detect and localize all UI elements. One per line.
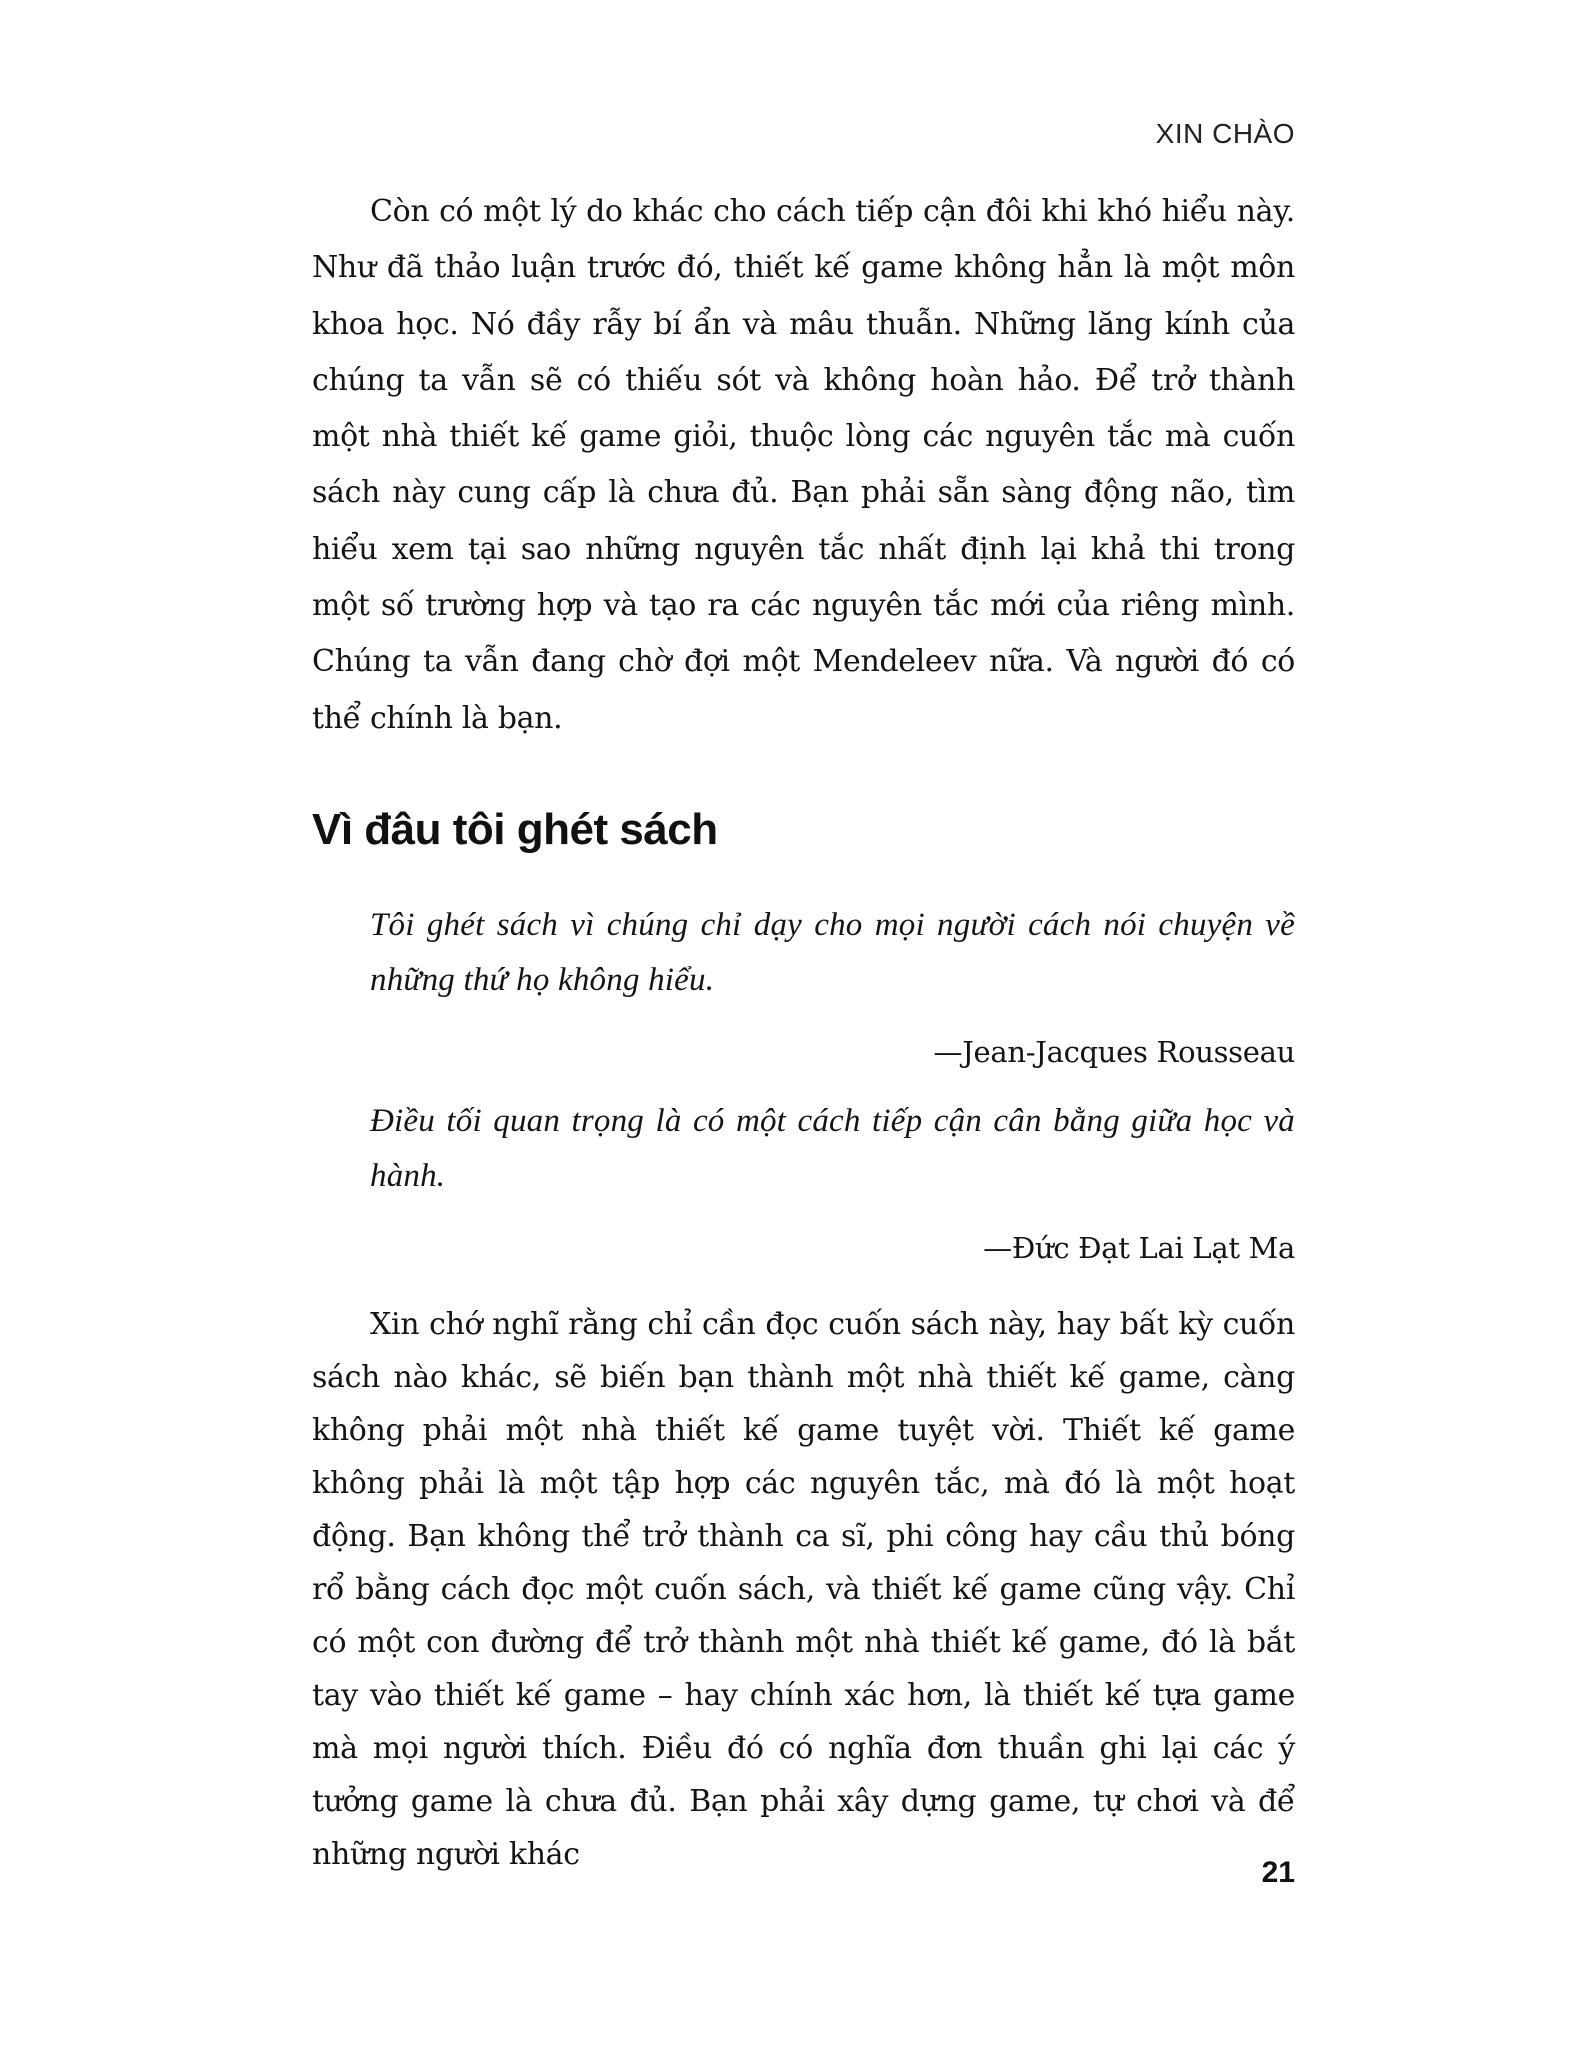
body-paragraph-2: Xin chớ nghĩ rằng chỉ cần đọc cuốn sách này, hay bất kỳ cuốn sách nào khác, sẽ biến bạn thành một nhà thiết kế game, càng không phải một nhà thiết kế game tuyệt vời. Thiết kế game không phải là một tập hợp các nguyên tắc, mà đó là một hoạt động. Bạn không thể trở thành ca sĩ, phi công hay cầu thủ bóng rổ bằng cách đọc một cuốn sách, và thiết kế game cũng vậy. Chỉ có một con đường để trở thành một nhà thiết kế game, đó là bắt tay vào thiết kế game – hay chính xác hơn, là thiết kế tựa game mà mọi người thích. Điều đó có nghĩa đơn thuần ghi lại các ý tưởng game là chưa đủ. Bạn phải xây dựng game, tự chơi và để những người khác xyxy=(312,1306,1295,1872)
page-number: 21 xyxy=(1261,1856,1295,1889)
page-content xyxy=(312,184,1295,1881)
epigraph-quote-1: Tôi ghét sách vì chúng chỉ dạy cho mọi người cách nói chuyện về những thứ họ không hiểu. xyxy=(370,906,1295,998)
body-paragraph-1: Còn có một lý do khác cho cách tiếp cận đôi khi khó hiểu này. Như đã thảo luận trước đó, thiết kế game không hẳn là một môn khoa học. Nó đầy rẫy bí ẩn và mâu thuẫn. Những lăng kính của chúng ta vẫn sẽ có thiếu sót và không hoàn hảo. Để trở thành một nhà thiết kế game giỏi, thuộc lòng các nguyên tắc mà cuốn sách này cung cấp là chưa đủ. Bạn phải sẵn sàng động não, tìm hiểu xem tại sao những nguyên tắc nhất định lại khả thi trong một số trường hợp và tạo ra các nguyên tắc mới của riêng mình. Chúng ta vẫn đang chờ đợi một Mendeleev nữa. Và người đó có thể chính là bạn. xyxy=(312,194,1295,736)
epigraph-quote-2: Điều tối quan trọng là có một cách tiếp cận cân bằng giữa học và hành. xyxy=(370,1102,1295,1194)
epigraph-author-2: —Đức Đạt Lai Lạt Ma xyxy=(983,1230,1295,1265)
section-heading: Vì đâu tôi ghét sách xyxy=(312,804,718,854)
running-head: XIN CHÀO xyxy=(1155,118,1295,149)
epigraph-author-1: —Jean-Jacques Rousseau xyxy=(933,1034,1295,1069)
